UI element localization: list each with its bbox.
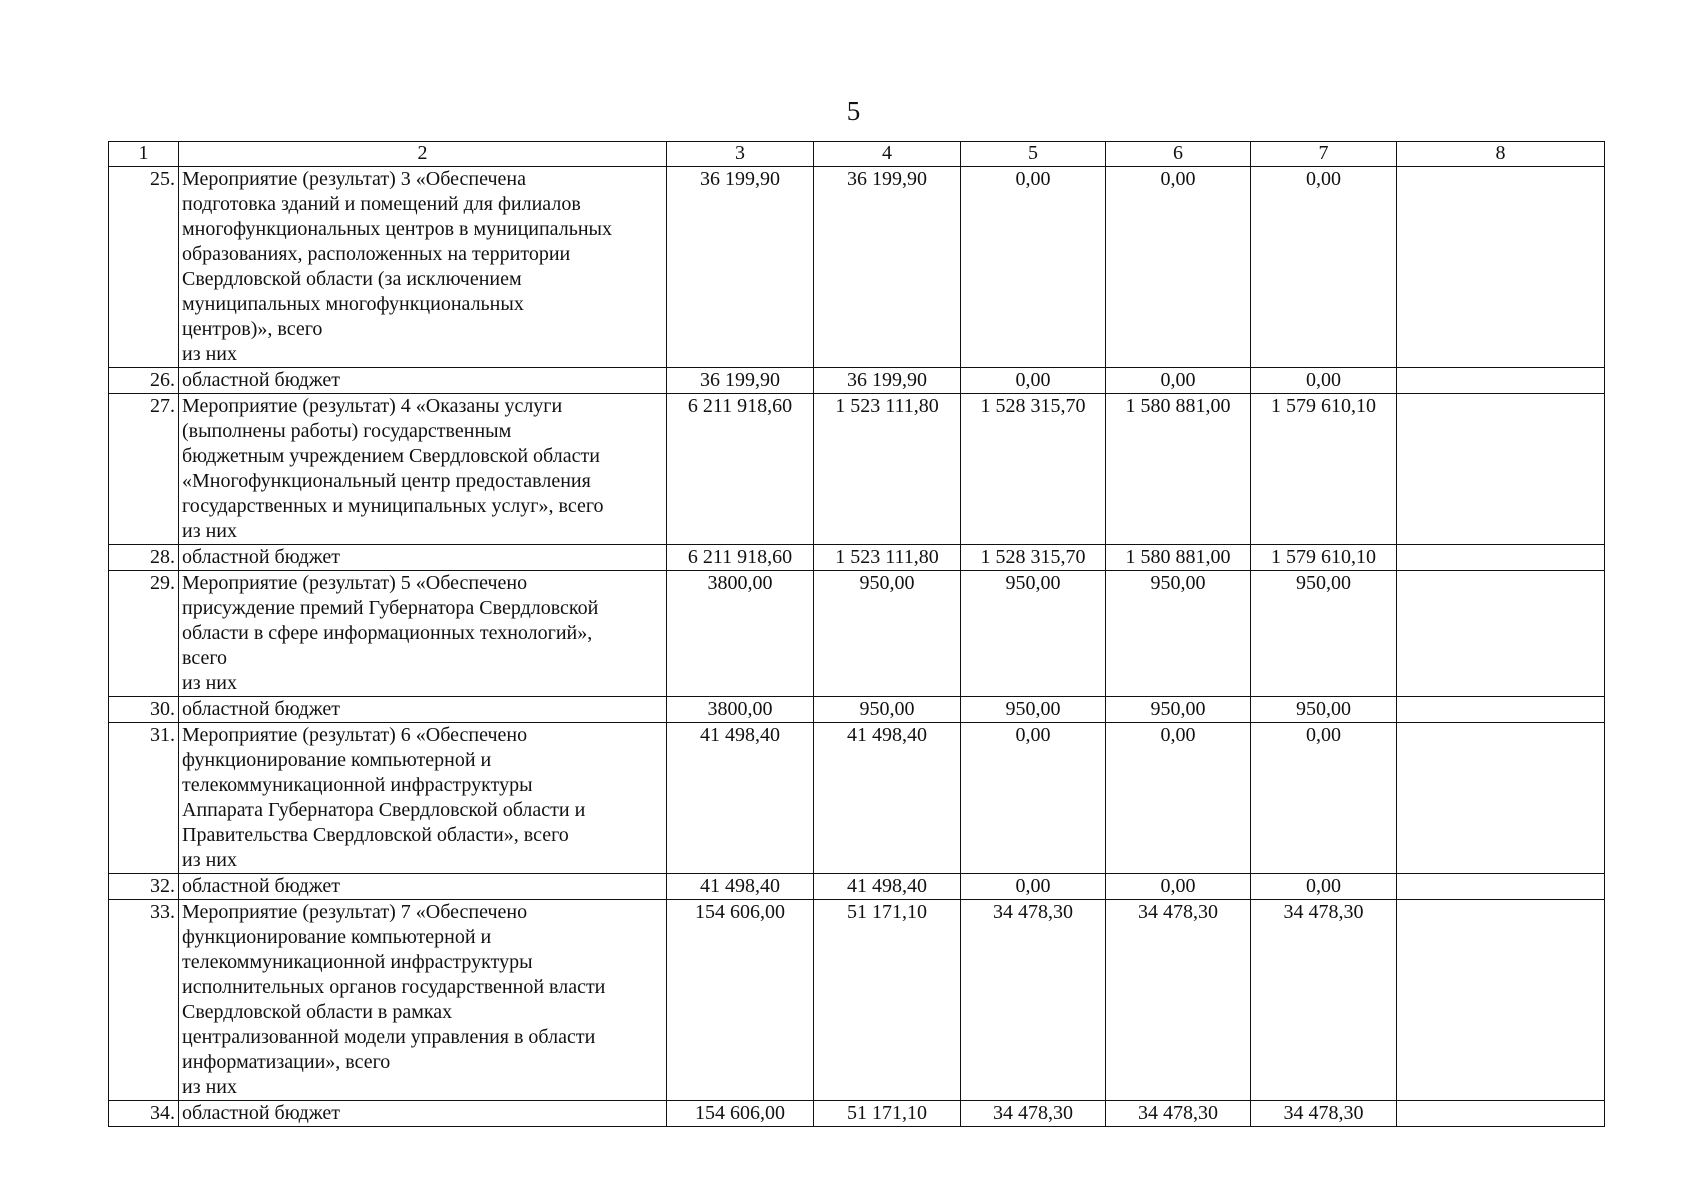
row-number: 34. bbox=[109, 1101, 179, 1127]
column-header: 8 bbox=[1397, 142, 1605, 167]
description-line: из них bbox=[182, 849, 238, 871]
value-cell-col3: 154 606,00 bbox=[667, 900, 814, 1101]
row-description bbox=[179, 545, 667, 571]
row-description bbox=[179, 697, 667, 723]
note-cell bbox=[1397, 1101, 1605, 1127]
value-cell-col3: 36 199,90 bbox=[667, 167, 814, 368]
value-cell-col7: 0,00 bbox=[1251, 368, 1397, 394]
table-row bbox=[109, 394, 1605, 545]
value-cell-col7: 1 579 610,10 bbox=[1251, 545, 1397, 571]
table-row bbox=[109, 571, 1605, 697]
row-description bbox=[179, 874, 667, 900]
row-number: 32. bbox=[109, 874, 179, 900]
value-cell-col3: 6 211 918,60 bbox=[667, 545, 814, 571]
row-description bbox=[179, 571, 667, 697]
value-cell-col6: 0,00 bbox=[1106, 874, 1251, 900]
description-line: «Многофункциональный центр предоставления bbox=[182, 470, 591, 492]
column-header: 5 bbox=[961, 142, 1106, 167]
description-line: телекоммуникационной инфраструктуры bbox=[182, 951, 533, 973]
description-line: телекоммуникационной инфраструктуры bbox=[182, 774, 533, 796]
description-line: из них bbox=[182, 520, 238, 542]
value-cell-col4: 41 498,40 bbox=[814, 874, 961, 900]
value-cell-col5: 0,00 bbox=[961, 874, 1106, 900]
value-cell-col4: 950,00 bbox=[814, 697, 961, 723]
budget-table bbox=[108, 141, 1605, 1127]
row-number: 29. bbox=[109, 571, 179, 697]
column-header: 4 bbox=[814, 142, 961, 167]
row-number: 25. bbox=[109, 167, 179, 368]
note-cell bbox=[1397, 545, 1605, 571]
table-row bbox=[109, 545, 1605, 571]
value-cell-col6: 0,00 bbox=[1106, 167, 1251, 368]
value-cell-col3: 36 199,90 bbox=[667, 368, 814, 394]
value-cell-col7: 950,00 bbox=[1251, 697, 1397, 723]
description-line: из них bbox=[182, 343, 238, 365]
description-line: информатизации», всего bbox=[182, 1051, 391, 1073]
value-cell-col7: 0,00 bbox=[1251, 874, 1397, 900]
table-body bbox=[109, 167, 1605, 1127]
description-line: (выполнены работы) государственным bbox=[182, 420, 512, 442]
row-description bbox=[179, 167, 667, 368]
description-line: Мероприятие (результат) 4 «Оказаны услуги bbox=[182, 395, 563, 417]
value-cell-col4: 36 199,90 bbox=[814, 167, 961, 368]
table-row bbox=[109, 874, 1605, 900]
description-line: Мероприятие (результат) 7 «Обеспечено bbox=[182, 901, 528, 923]
value-cell-col4: 41 498,40 bbox=[814, 723, 961, 874]
value-cell-col3: 3800,00 bbox=[667, 697, 814, 723]
table-row bbox=[109, 900, 1605, 1101]
value-cell-col6: 950,00 bbox=[1106, 571, 1251, 697]
value-cell-col3: 41 498,40 bbox=[667, 723, 814, 874]
value-cell-col3: 3800,00 bbox=[667, 571, 814, 697]
value-cell-col3: 154 606,00 bbox=[667, 1101, 814, 1127]
description-line: Мероприятие (результат) 6 «Обеспечено bbox=[182, 724, 528, 746]
description-line: Свердловской области (за исключением bbox=[182, 268, 522, 290]
row-description bbox=[179, 394, 667, 545]
value-cell-col7: 34 478,30 bbox=[1251, 900, 1397, 1101]
row-description bbox=[179, 1101, 667, 1127]
value-cell-col7: 0,00 bbox=[1251, 723, 1397, 874]
value-cell-col5: 1 528 315,70 bbox=[961, 545, 1106, 571]
description-line: областной бюджет bbox=[182, 1102, 341, 1124]
value-cell-col5: 34 478,30 bbox=[961, 900, 1106, 1101]
value-cell-col4: 51 171,10 bbox=[814, 1101, 961, 1127]
note-cell bbox=[1397, 900, 1605, 1101]
page-number: 5 bbox=[846, 96, 861, 126]
value-cell-col5: 0,00 bbox=[961, 368, 1106, 394]
table-row bbox=[109, 697, 1605, 723]
value-cell-col7: 1 579 610,10 bbox=[1251, 394, 1397, 545]
value-cell-col6: 1 580 881,00 bbox=[1106, 394, 1251, 545]
row-number: 33. bbox=[109, 900, 179, 1101]
value-cell-col7: 950,00 bbox=[1251, 571, 1397, 697]
value-cell-col4: 950,00 bbox=[814, 571, 961, 697]
table-row bbox=[109, 723, 1605, 874]
row-number: 30. bbox=[109, 697, 179, 723]
note-cell bbox=[1397, 368, 1605, 394]
row-description bbox=[179, 368, 667, 394]
note-cell bbox=[1397, 571, 1605, 697]
value-cell-col4: 51 171,10 bbox=[814, 900, 961, 1101]
description-line: многофункциональных центров в муниципальных bbox=[182, 218, 612, 240]
row-number: 31. bbox=[109, 723, 179, 874]
note-cell bbox=[1397, 167, 1605, 368]
description-line: подготовка зданий и помещений для филиалов bbox=[182, 193, 581, 215]
description-line: функционирование компьютерной и bbox=[182, 749, 492, 771]
description-line: функционирование компьютерной и bbox=[182, 926, 492, 948]
value-cell-col6: 0,00 bbox=[1106, 368, 1251, 394]
value-cell-col7: 0,00 bbox=[1251, 167, 1397, 368]
description-line: центров)», всего bbox=[182, 318, 323, 340]
row-description bbox=[179, 900, 667, 1101]
description-line: муниципальных многофункциональных bbox=[182, 293, 524, 315]
value-cell-col6: 1 580 881,00 bbox=[1106, 545, 1251, 571]
value-cell-col4: 36 199,90 bbox=[814, 368, 961, 394]
value-cell-col3: 6 211 918,60 bbox=[667, 394, 814, 545]
column-header: 7 bbox=[1251, 142, 1397, 167]
column-header: 6 bbox=[1106, 142, 1251, 167]
value-cell-col6: 34 478,30 bbox=[1106, 900, 1251, 1101]
description-line: областной бюджет bbox=[182, 369, 341, 391]
description-line: областной бюджет bbox=[182, 546, 341, 568]
value-cell-col3: 41 498,40 bbox=[667, 874, 814, 900]
description-line: бюджетным учреждением Свердловской области bbox=[182, 445, 600, 467]
description-line: исполнительных органов государственной власти bbox=[182, 976, 606, 998]
table-header bbox=[109, 142, 1605, 167]
note-cell bbox=[1397, 874, 1605, 900]
description-line: из них bbox=[182, 1076, 238, 1098]
value-cell-col5: 950,00 bbox=[961, 571, 1106, 697]
value-cell-col6: 950,00 bbox=[1106, 697, 1251, 723]
row-description bbox=[179, 723, 667, 874]
value-cell-col7: 34 478,30 bbox=[1251, 1101, 1397, 1127]
row-number: 26. bbox=[109, 368, 179, 394]
table-row bbox=[109, 167, 1605, 368]
description-line: образованиях, расположенных на территории bbox=[182, 243, 571, 265]
description-line: Свердловской области в рамках bbox=[182, 1001, 453, 1023]
description-line: государственных и муниципальных услуг», всего bbox=[182, 495, 604, 517]
column-header: 2 bbox=[179, 142, 667, 167]
value-cell-col4: 1 523 111,80 bbox=[814, 545, 961, 571]
description-line: областной бюджет bbox=[182, 698, 341, 720]
note-cell bbox=[1397, 723, 1605, 874]
description-line: централизованной модели управления в области bbox=[182, 1026, 596, 1048]
note-cell bbox=[1397, 394, 1605, 545]
row-number: 27. bbox=[109, 394, 179, 545]
column-header: 3 bbox=[667, 142, 814, 167]
value-cell-col6: 34 478,30 bbox=[1106, 1101, 1251, 1127]
description-line: из них bbox=[182, 672, 238, 694]
table-row bbox=[109, 1101, 1605, 1127]
header-row bbox=[109, 142, 1605, 167]
column-header: 1 bbox=[109, 142, 179, 167]
table-row bbox=[109, 368, 1605, 394]
description-line: областной бюджет bbox=[182, 875, 341, 897]
value-cell-col5: 34 478,30 bbox=[961, 1101, 1106, 1127]
value-cell-col5: 0,00 bbox=[961, 723, 1106, 874]
description-line: области в сфере информационных технологий», bbox=[182, 622, 593, 644]
value-cell-col5: 950,00 bbox=[961, 697, 1106, 723]
description-line: Мероприятие (результат) 5 «Обеспечено bbox=[182, 572, 528, 594]
value-cell-col5: 0,00 bbox=[961, 167, 1106, 368]
description-line: Правительства Свердловской области», всего bbox=[182, 824, 569, 846]
value-cell-col4: 1 523 111,80 bbox=[814, 394, 961, 545]
note-cell bbox=[1397, 697, 1605, 723]
value-cell-col6: 0,00 bbox=[1106, 723, 1251, 874]
description-line: всего bbox=[182, 647, 228, 669]
description-line: Мероприятие (результат) 3 «Обеспечена bbox=[182, 168, 526, 190]
description-line: Аппарата Губернатора Свердловской области и bbox=[182, 799, 586, 821]
description-line: присуждение премий Губернатора Свердловской bbox=[182, 597, 599, 619]
row-number: 28. bbox=[109, 545, 179, 571]
value-cell-col5: 1 528 315,70 bbox=[961, 394, 1106, 545]
